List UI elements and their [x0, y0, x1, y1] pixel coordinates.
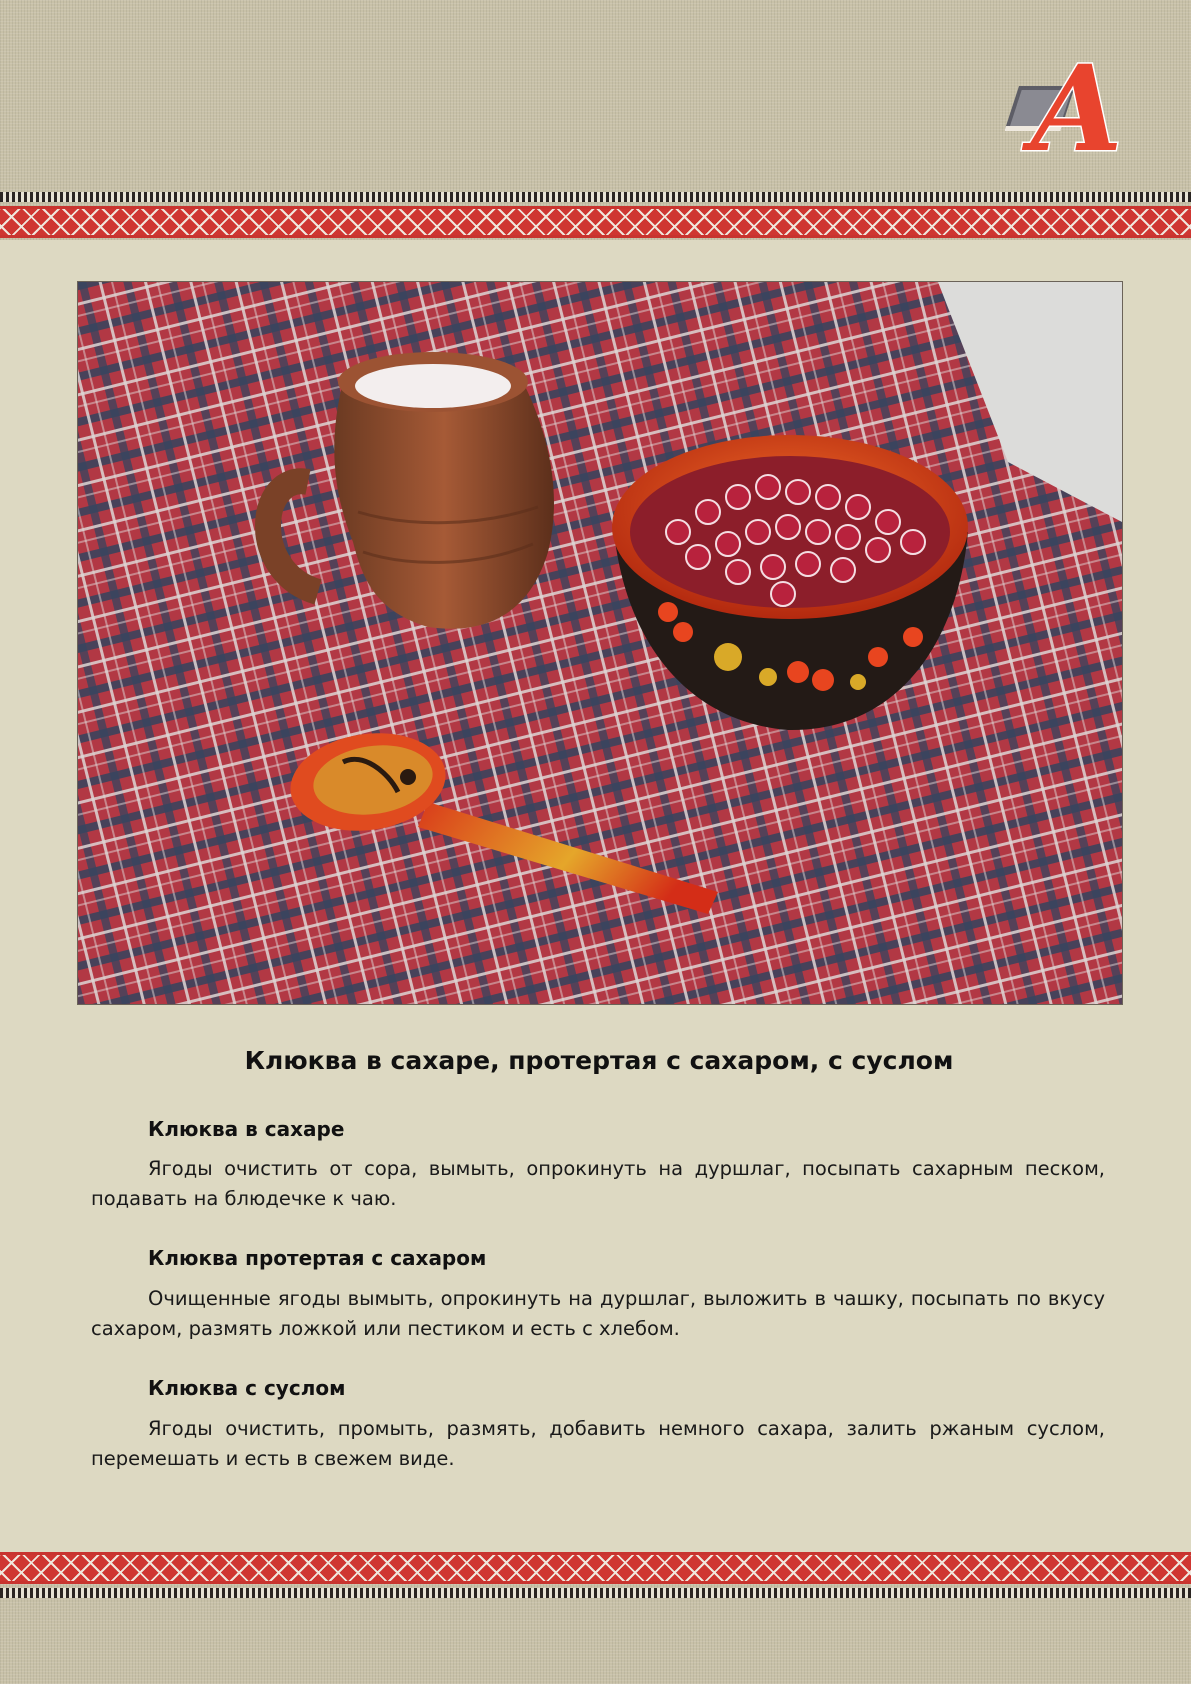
section-heading: Клюква в сахаре: [148, 1117, 345, 1141]
section-text: Ягоды очистить, промыть, размять, добавить немного сахара, залить ржаным суслом, перемешать и есть в свежем виде.: [91, 1417, 1105, 1470]
section-heading: Клюква с суслом: [148, 1376, 346, 1400]
section-text: Очищенные ягоды вымыть, опрокинуть на дуршлаг, выложить в чашку, посыпать по вкусу сахаром, размять ложкой или пестиком и есть с хлебом.: [91, 1287, 1105, 1340]
section-text: Ягоды очистить от сора, вымыть, опрокинуть на дуршлаг, посыпать сахарным песком, подавать на блюдечке к чаю.: [91, 1157, 1105, 1210]
bottom-ornament-border: [0, 1552, 1191, 1598]
logo-letter: А: [1029, 39, 1126, 162]
section-heading: Клюква протертая с сахаром: [148, 1246, 487, 1270]
top-ornament-border: [0, 192, 1191, 238]
cranberries-bowl-photo: [77, 281, 1123, 1005]
book-letter-logo-icon: [1005, 38, 1135, 162]
recipe-title: Клюква в сахаре, протертая с сахаром, с суслом: [244, 1046, 954, 1075]
